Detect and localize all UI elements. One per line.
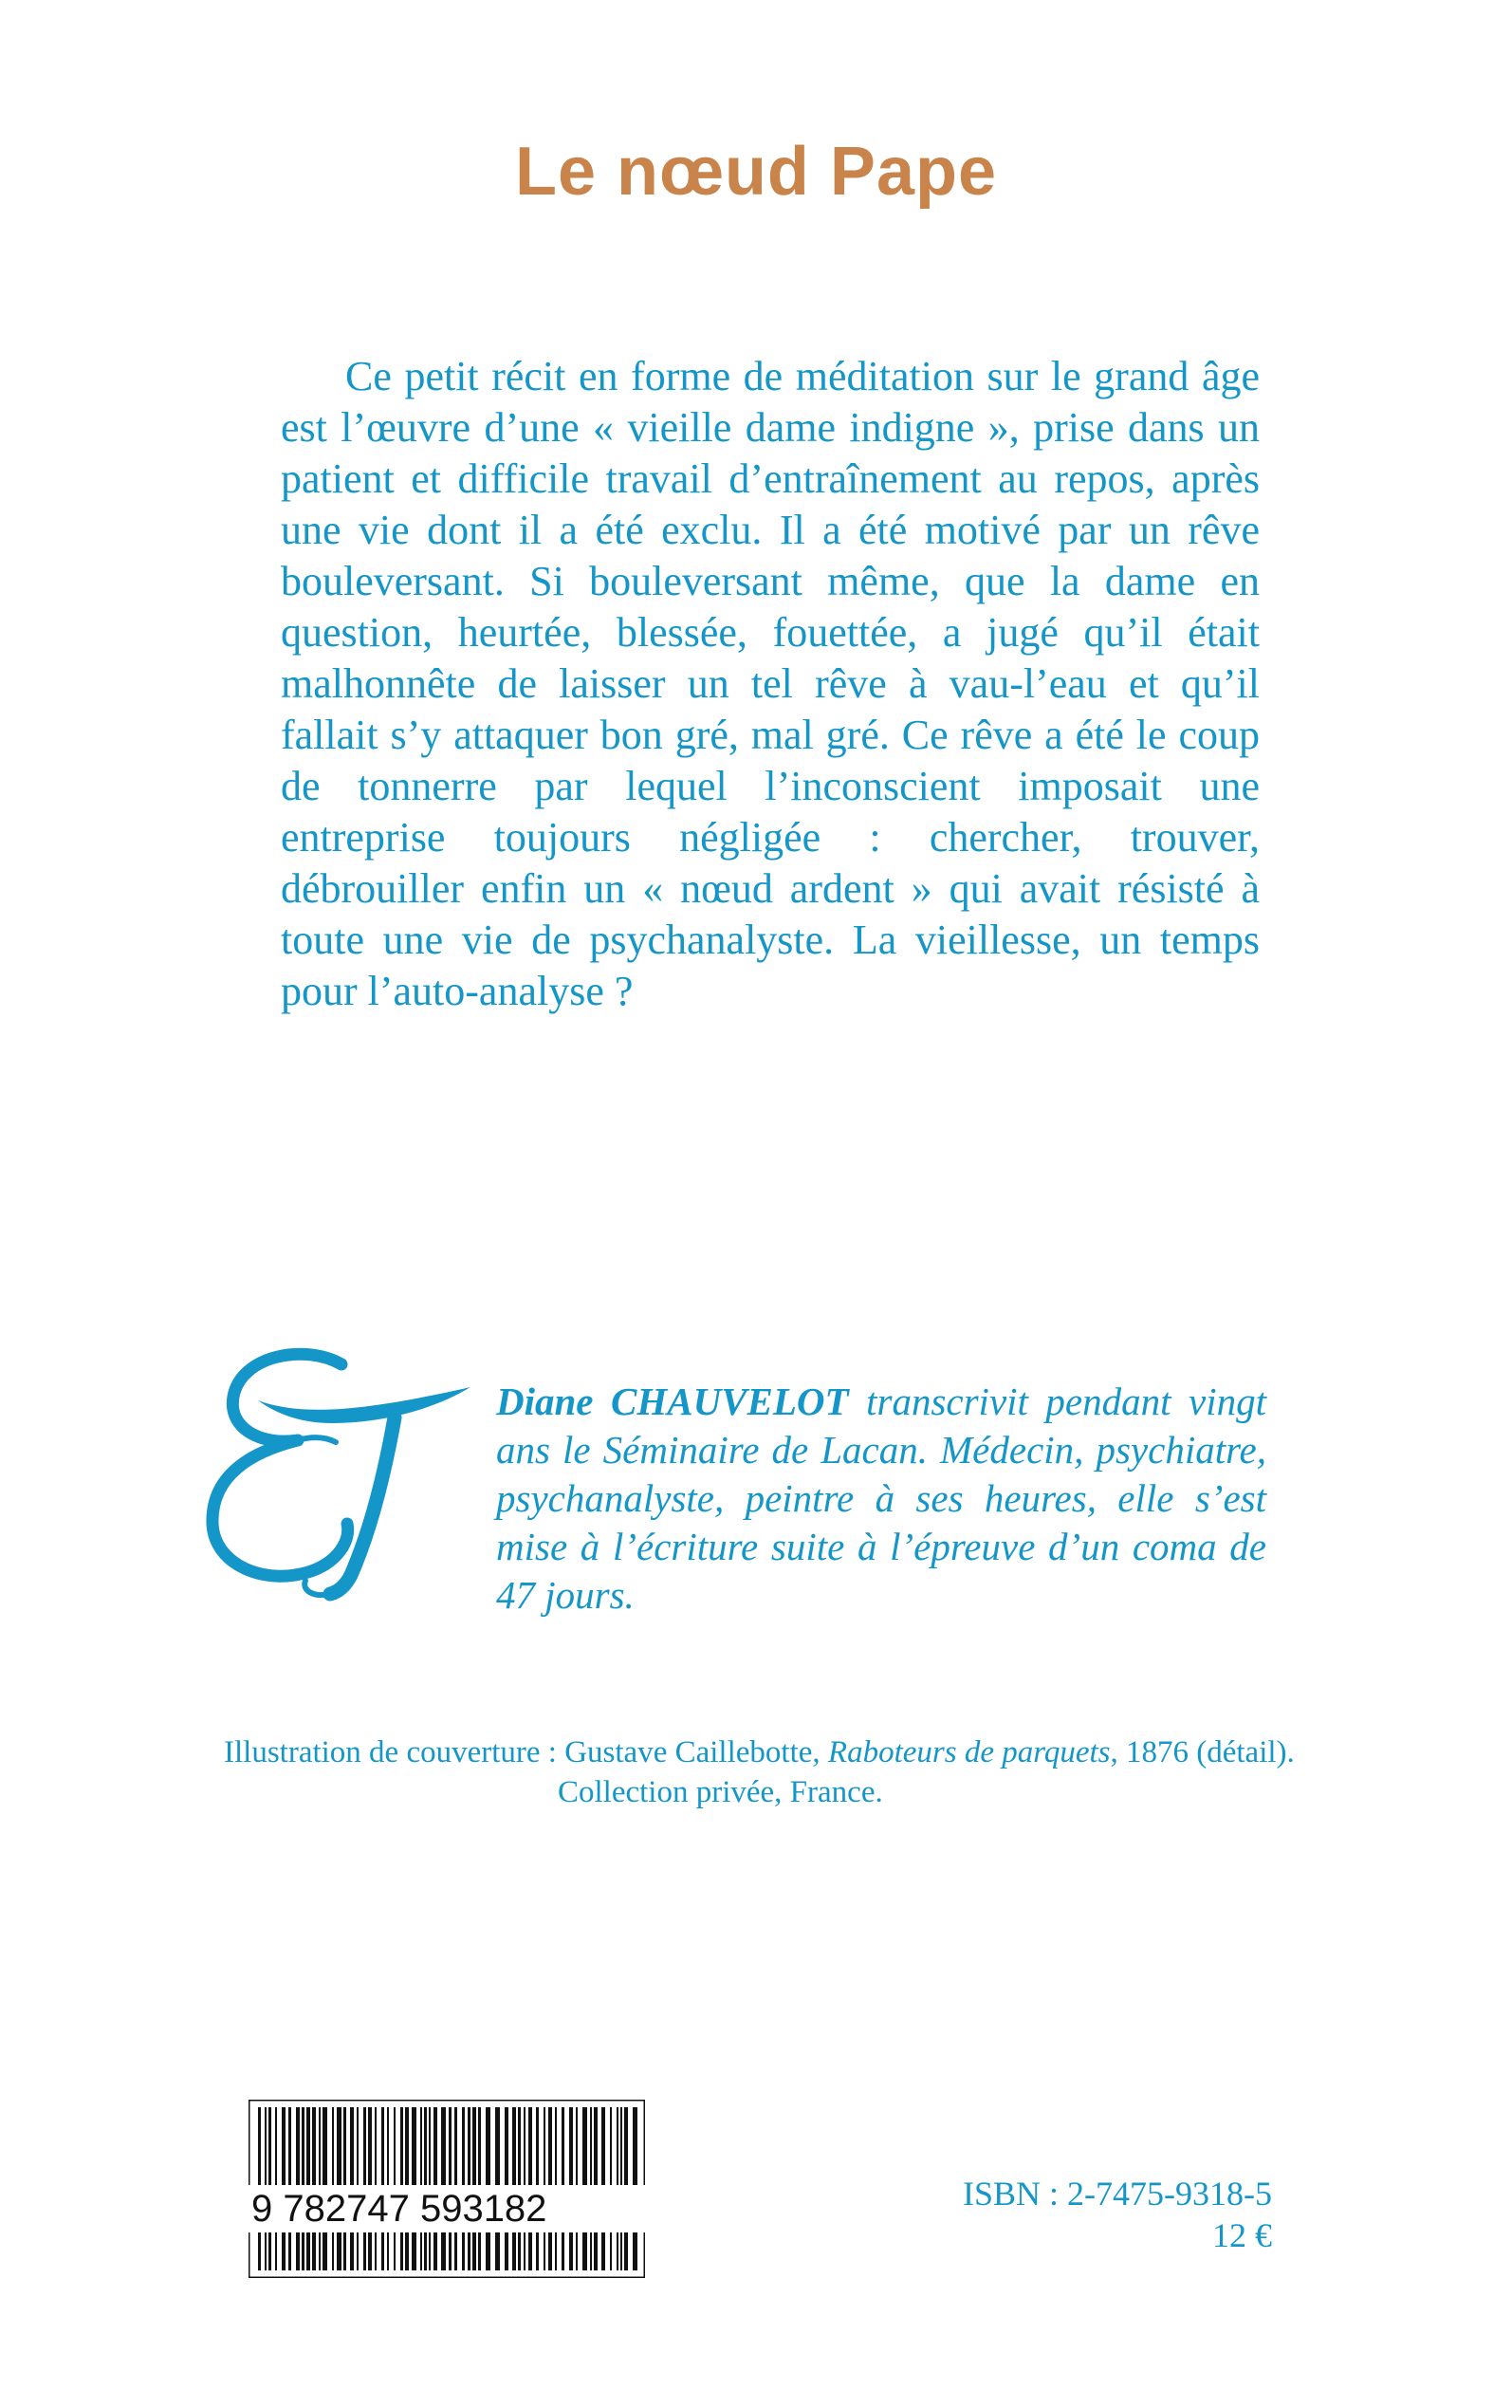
barcode-digits: 9 782747 593182 (251, 2188, 547, 2230)
author-bio (496, 1378, 1266, 1620)
back-cover-blurb (281, 351, 1260, 1017)
cover-illustration-credit (224, 1732, 1324, 1812)
author-name: Diane CHAUVELOT (496, 1380, 849, 1423)
blurb-paragraph: Ce petit récit en forme de méditation sur le grand âge est l’œuvre d’une « vieille dame indigne », prise dans un patient et difficile travail d’entraînement au repos, après une vie dont il a été exclu. Il a été motivé par un rêve bouleversant. Si bouleversant même, que la dame en question, heurtée, blessée, fouettée, a jugé qu’il était malhonnête de laisser un tel rêve à vau-l’eau et qu’il fallait s’y attaquer bon gré, mal gré. Ce rêve a été le coup de tonnerre par lequel l’inconscient imposait une entreprise toujours négligée : chercher, trouver, débrouiller enfin un « nœud ardent » qui avait résisté à toute une vie de psychanalyste. La vieillesse, un temps pour l’auto-analyse ? (281, 353, 1260, 1014)
author-bio-text: transcrivit pendant vingt ans le Séminaire de Lacan. Médecin, psychiatre, psychanalyste, peintre à ses heures, elle s’est mise à l’écriture suite à l’épreuve d’un coma de 47 jours. (496, 1380, 1266, 1617)
et-monogram-icon (199, 1338, 474, 1603)
price: 12 € (1212, 2216, 1272, 2254)
credit-suffix: , 1876 (détail). (1110, 1735, 1295, 1769)
credit-collection: Collection privée, France. (558, 1775, 883, 1809)
credit-prefix: Illustration de couverture : Gustave Caillebotte, (224, 1735, 828, 1769)
credit-work-title: Raboteurs de parquets (827, 1735, 1111, 1769)
book-title: Le nœud Pape (514, 134, 998, 210)
isbn: ISBN : 2-7475-9318-5 (963, 2175, 1272, 2213)
